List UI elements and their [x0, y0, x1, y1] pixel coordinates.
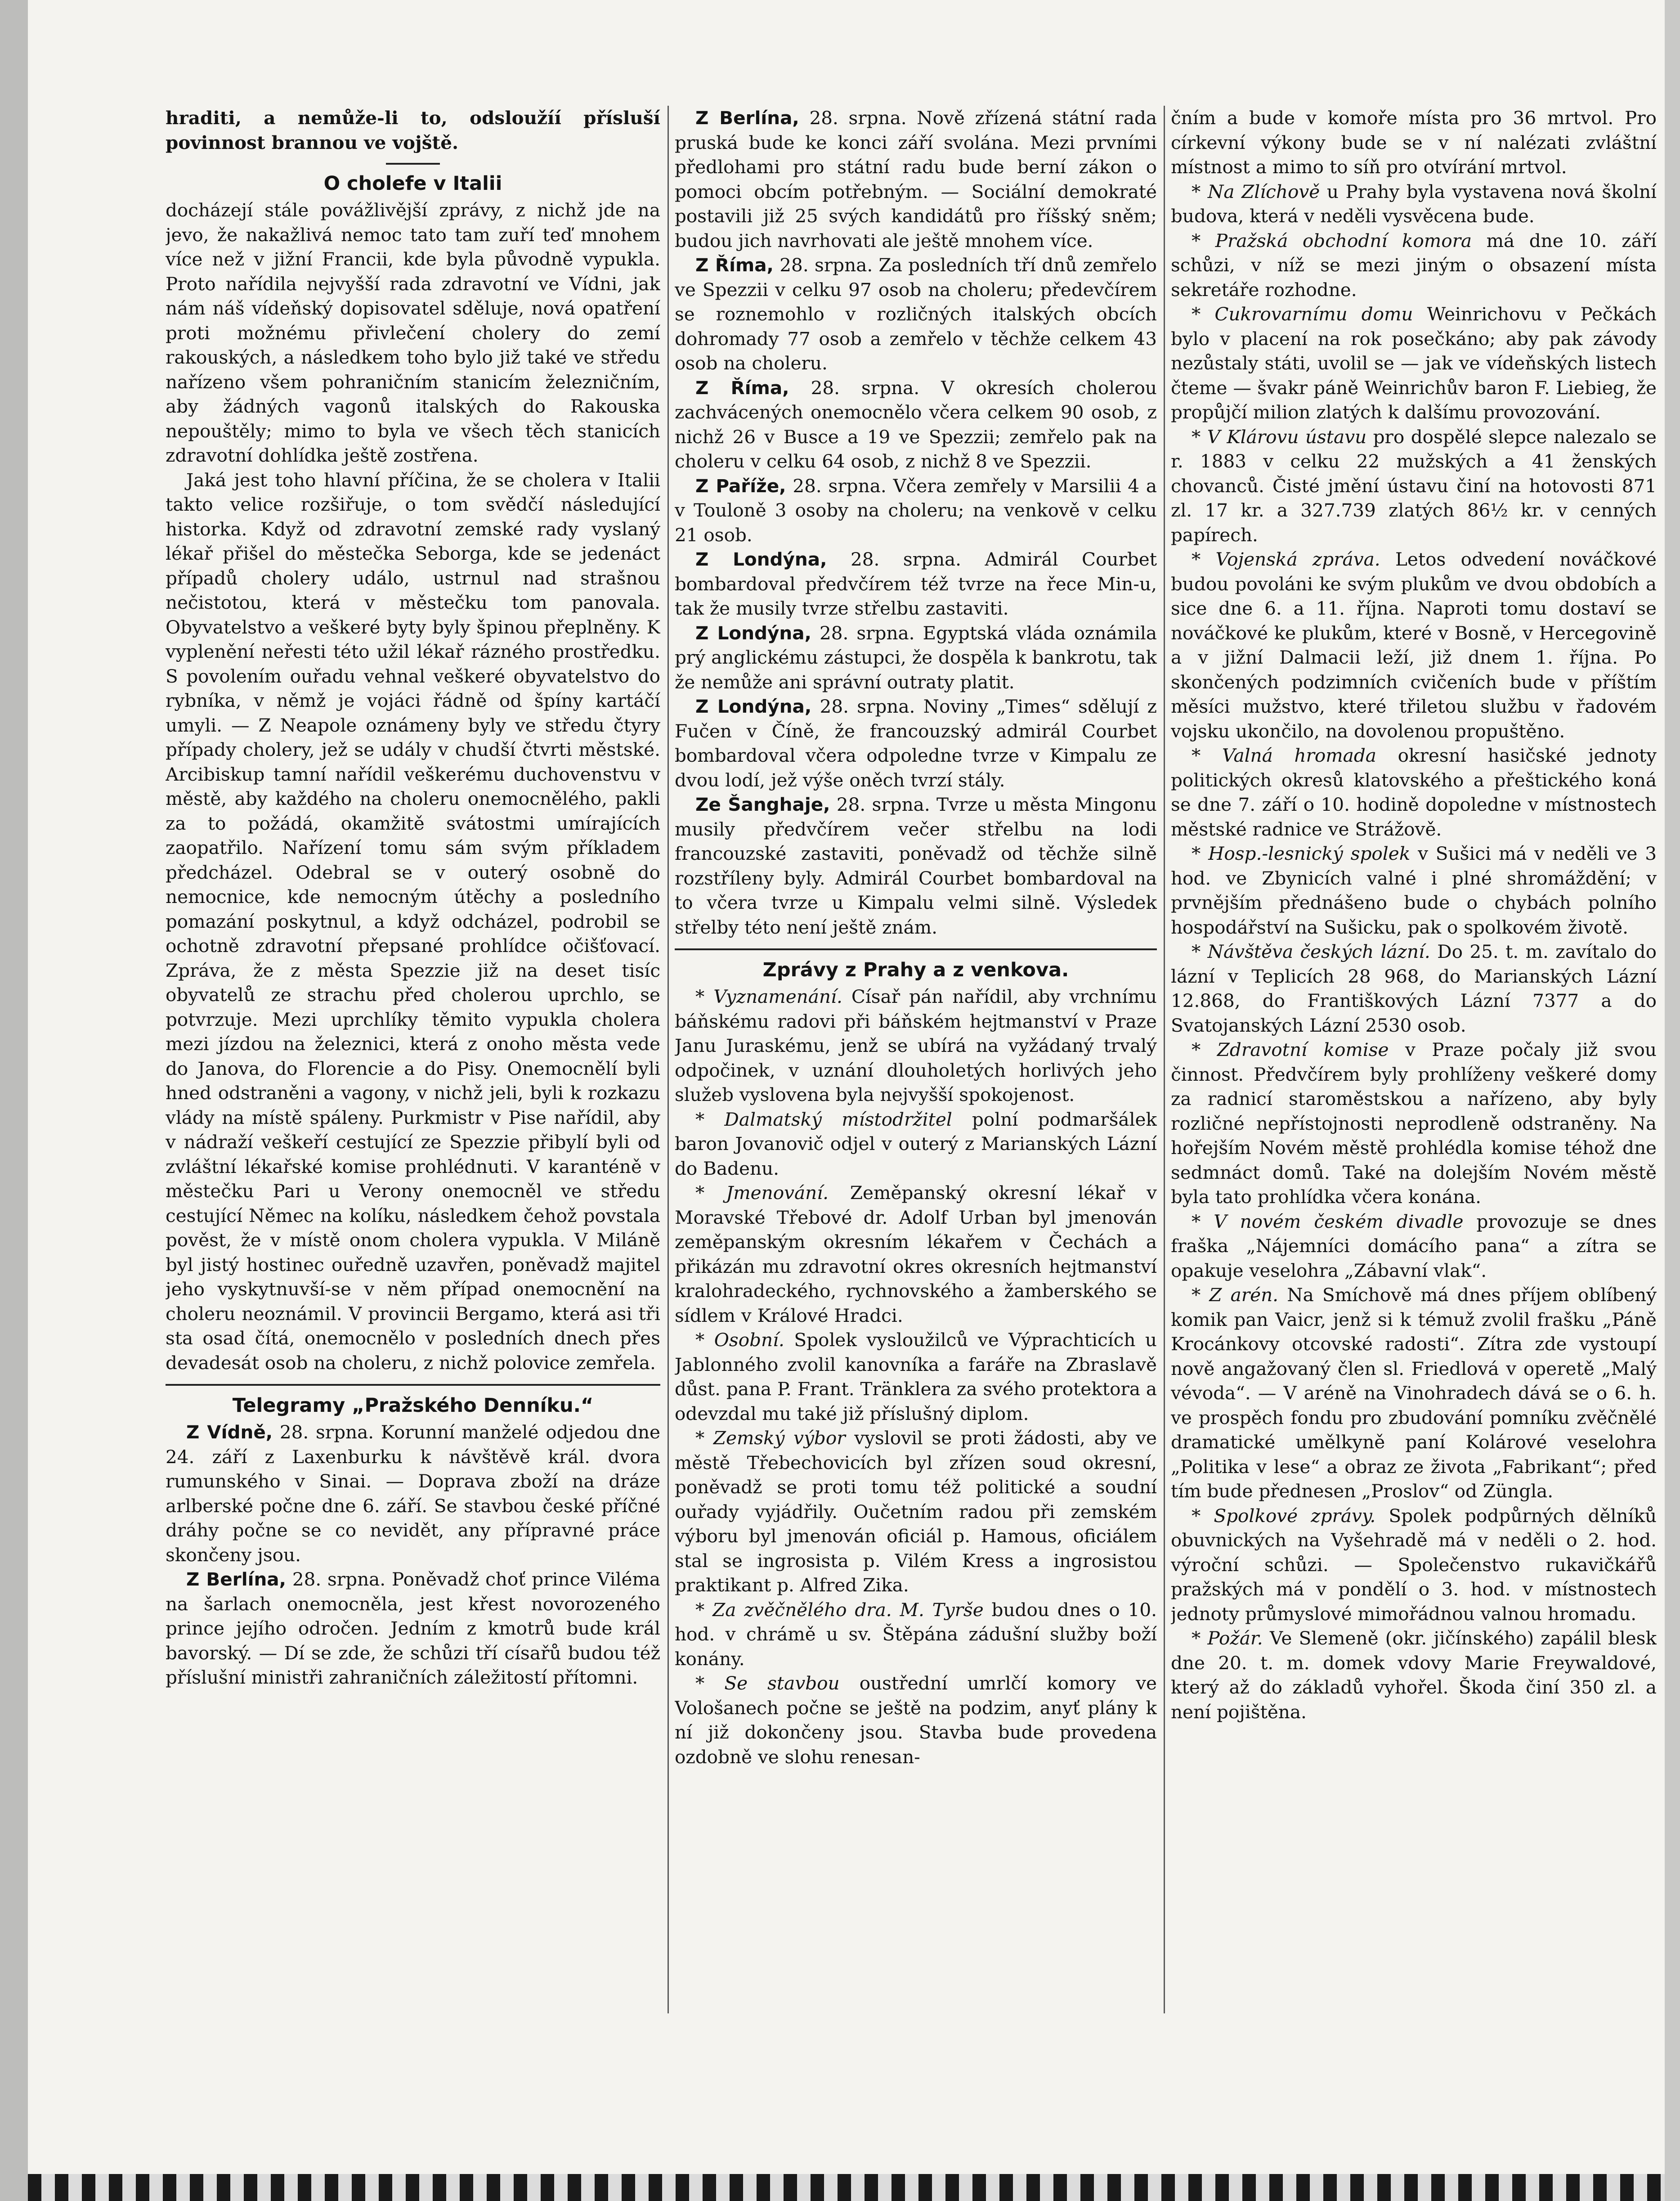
telegram-item — [675, 547, 1157, 621]
separator-rule — [386, 163, 440, 165]
news-item — [1171, 743, 1657, 841]
news-text: polní podmaršálek baron Jovanovič odjel v outerý z Marianských Lázní do Badenu. — [675, 1108, 1157, 1179]
dateline: Z Vídně, — [186, 1421, 273, 1443]
news-text: provozuje se dnes fraška „Nájemníci domácího pana“ a zítra se opakuje veselohra „Zábavní vlak“. — [1171, 1210, 1657, 1281]
news-text: okresní hasičské jednoty politických okresů klatovského a přeštického koná se dne 7. září o 10. hodině dopoledne v místnostech městské radnice ve Strážově. — [1171, 745, 1657, 840]
news-text: Na Smíchově má dnes příjem oblíbený komik pan Vaicr, jenž si k témuž zvolil frašku „Páně Krocánkovy otcovské radosti“. Zítra zde vystoupí nově angažovaný člen sl. Friedlová v operetě „Malý vévoda“. — V aréně na Vinohradech dává se o 6. h. ve prospěch fondu pro zbudování pomníku zvěčnělé dramatické umělkyně paní Kolárové veselohra „Politika v lese“ a obraz ze života „Fabrikant“; před tím bude přednesen „Proslov“ od Züngla. — [1171, 1284, 1657, 1502]
news-text: u Prahy byla vystavena nová školní budova, která v neděli vysvěcena bude. — [1171, 180, 1657, 227]
news-item — [1171, 1504, 1657, 1626]
news-keyword: * Za zvěčnělého dra. M. Tyrše — [695, 1599, 984, 1621]
news-keyword: * V novém českém divadle — [1192, 1210, 1464, 1232]
telegram-text: 28. srpna. Admirál Courbet bombardoval předvčírem též tvrze na řece Min-u, tak že musily tvrze střelbu zastaviti. — [675, 548, 1157, 619]
news-keyword: * Vojenská zpráva. — [1192, 548, 1380, 570]
scan-bottom-strip — [28, 2174, 1665, 2201]
news-keyword: * Jmenování. — [695, 1182, 829, 1204]
telegram-text: 28. srpna. Nově zřízená státní rada pruská bude ke konci září svolána. Mezi prvními předlohami pro státní radu bude berní zákon o pomoci obcím potřebným. — Sociální demokraté postavili již 25 svých kandidátů pro říšský sněm; budou jich navrhovati ale ještě mnohem více. — [675, 107, 1157, 252]
news-item — [1171, 547, 1657, 743]
telegram-text: 28. srpna. Korunní manželé odjedou dne 24. září z Laxenburku k návštěvě král. dvora rumunského v Sinai. — Doprava zboží na dráze arlberské počne dne 6. září. Se stavbou české příčné dráhy počne se co nevidět, any přípravné práce skončeny jsou. — [166, 1421, 660, 1566]
news-item — [675, 1426, 1157, 1598]
telegram-item — [675, 621, 1157, 695]
news-text: oustřední umrlčí komory ve Vološanech počne se ještě na podzim, anyť plány k ní již dokončeny jsou. Stavba bude provedena ozdobně ve slohu renesan- — [675, 1672, 1157, 1768]
telegram-item — [675, 694, 1157, 792]
telegram-text: 28. srpna. Egyptská vláda oznámila prý anglickému zástupci, že dospěla k bankrotu, tak že nemůže ani správní outraty platit. — [675, 622, 1157, 693]
news-keyword: * Na Zlíchově — [1192, 180, 1320, 202]
column-middle — [675, 106, 1157, 2013]
column-rule — [668, 106, 669, 2013]
news-keyword: * Zdravotní komise — [1192, 1039, 1389, 1060]
news-text: budou dnes o 10. hod. v chrámě u sv. Štěpána zádušní služby boží konány. — [675, 1599, 1157, 1670]
news-item — [675, 1328, 1157, 1426]
dateline: Ze Šanghaje, — [695, 794, 830, 815]
news-keyword: * Pražská obchodní komora — [1192, 229, 1472, 252]
dateline: Z Berlína, — [695, 107, 799, 129]
telegram-item — [675, 474, 1157, 548]
news-text: Císař pán nařídil, aby vrchnímu báňskému radovi při báňském hejtmanství v Praze Janu Juraskému, jenž se ubírá na vyžádaný trvalý odpočinek, v uznání dlouholetých horlivých jeho služeb vyslovena byla nejvyšší spokojenost. — [675, 986, 1157, 1105]
news-item — [1171, 939, 1657, 1038]
news-keyword: * Se stavbou — [695, 1672, 840, 1694]
news-text: Weinrichovu v Pečkách bylo v placení na rok posečkáno; aby pak závody nezůstaly státi, uvolil se — jak ve vídeňských listech čteme — švakr páně Weinrichův baron F. Liebieg, že propůjčí milion zlatých k dalšímu provozování. — [1171, 303, 1657, 423]
news-heading: Zprávy z Prahy a z venkova. — [762, 959, 1069, 981]
news-keyword: * Osobní. — [695, 1329, 784, 1351]
telegram-item — [675, 253, 1157, 376]
news-item — [1171, 180, 1657, 229]
news-keyword: * Valná hromada — [1192, 745, 1376, 766]
dateline: Z Londýna, — [695, 622, 811, 644]
article-continuation: hraditi, a nemůže-li to, odsloužíí přísluší povinnost brannou ve vojště. — [166, 107, 660, 153]
telegram-item — [675, 106, 1157, 253]
news-item — [1171, 1283, 1657, 1504]
telegram-item — [675, 792, 1157, 939]
cholera-paragraph: docházejí stále povážlivější zprávy, z nichž jde na jevo, že nakažlivá nemoc tato tam zuří teď mnohem více než v jižní Francii, kde byla původně vypukla. Proto nařídila nejvyšší rada zdravotní ve Vídni, jak nám náš vídeňský dopisovatel sděluje, nová opatření proti možnému přivlečení cholery do zemí rakouských, a následkem toho bylo již také ve středu nařízeno všem pohraničním stanicím železničním, aby žádných vagonů italských do Rakouska nepouštěly; mimo to byla ve všech těch stanicích zdravotní dohlídka ještě zostřena. — [166, 199, 660, 466]
scan-left-margin — [0, 0, 28, 2201]
news-item — [1171, 229, 1657, 302]
news-item — [1171, 1038, 1657, 1209]
news-item — [1171, 1209, 1657, 1283]
scan-right-margin — [1665, 0, 1680, 2201]
news-text: pro dospělé slepce nalezalo se r. 1883 v celku 22 mužských a 41 ženských chovanců. Čisté jmění ústavu činí na hotovosti 871 zl. 17 kr. a 327.739 zlatých 86½ kr. v cenných papírech. — [1171, 426, 1657, 546]
news-keyword: * V Klárovu ústavu — [1192, 426, 1367, 448]
cholera-paragraph: Jaká jest toho hlavní příčina, že se cholera v Italii takto velice rozšiřuje, o tom svědčí následující historka. Když od zdravotní zemské rady vyslaný lékař přišel do městečka Seborga, kde se jedenáct případů cholery událo, ustrnul nad strašnou nečistotou, která v městečku tom panovala. Obyvatelstvo a veškeré byty byly špinou přeplněny. K vyplenění neřesti této užil lékař rázného prostředku. S povolením ouřadu vehnal veškeré obyvatelstvo do rybníka, v němž je vojáci řádně od špíny kartáčí umyli. — Z Neapole oznámeny byly ve středu čtyry případy cholery, jež se udály v chudší čtvrti městské. Arcibiskup tamní nařídil veškerému duchovenstvu v městě, aby každého na choleru onemocnělého, pakli za to požádá, okamžitě svátostmi umírajících zaopatřilo. Nařízení tomu sám svým příkladem předcházel. Odebral se v outerý osobně do nemocnice, kde nemocným útěchy a posledního pomazání poskytnul, a když odcházel, podrobil se ochotně zdravotní přepsané prohlídce očišťovací. Zpráva, že z města Spezzie již na deset tisíc obyvatelů ze strachu před cholerou uprchlo, se potvrzuje. Mezi uprchlíky těmito vypukla cholera mezi jízdou na železnici, která z onoho města vede do Janova, do Florencie a do Pisy. Onemocnělí byli hned odstraněni a vagony, v nichž jeli, byli k rozkazu vlády na místě spáleny. Purkmistr v Pise nařídil, aby v nádraží veškeří cestující ze Spezzie přibylí byli od zvláštní lékařské komise prohlédnuti. V karanténě v městečku Pari u Verony onemocněl ve středu cestující Němec na kolíku, následkem čehož povstala pověst, že v místě onom cholera vypukla. V Miláně byl jistý hostinec ouředně uzavřen, poněvadž majitel jeho vyskytnuvší-se v něm případ onemocnění na choleru neoznámil. V provincii Bergamo, která asi tři sta osad čítá, onemocnělo v posledních dnech přes devadesát osob na choleru, z nichž polovice zemřela. — [166, 469, 660, 1374]
news-item — [675, 1181, 1157, 1328]
news-item — [675, 1671, 1157, 1769]
telegram-heading: Telegramy „Pražského Denníku.“ — [232, 1394, 594, 1417]
news-text: v Sušici má v neděli ve 3 hod. ve Zbynicích valné i plné shromáždění; v prvnějším přednášeno bude o chybách polního hospodářství na Sušicku, pak o spolkovém životě. — [1171, 843, 1657, 938]
news-text: Do 25. t. m. zavítalo do lázní v Teplicích 28 968, do Marianských Lázní 12.868, do Františkových Lázní 7377 a do Svatojanských Lázní 2530 osob. — [1171, 941, 1657, 1036]
separator-rule — [675, 948, 1157, 950]
column-left — [166, 106, 660, 2013]
telegram-item — [166, 1420, 660, 1567]
telegram-text: 28. srpna. Tvrze u města Mingonu musily předvčírem večer střelbu na lodi francouzské zastaviti, poněvadž od těchže silně rozstříleny byly. Admirál Courbet bombardoval na to včera tvrze u Kimpalu velmi silně. Výsledek střelby této není ještě znám. — [675, 794, 1157, 938]
news-keyword: * Návštěva českých lázní. — [1192, 941, 1430, 962]
telegram-text: 28. srpna. Za posledních tří dnů zemřelo ve Spezzii v celku 97 osob na choleru; předevčírem se roznemohlo v rozličných italských obcích dohromady 77 osob a zemřelo v těchže celkem 43 osob na choleru. — [675, 254, 1157, 374]
dateline: Z Paříže, — [695, 475, 786, 497]
news-keyword: * Požár. — [1192, 1627, 1263, 1649]
news-keyword: * Dalmatský místodržitel — [695, 1108, 952, 1130]
news-item — [675, 984, 1157, 1107]
telegram-text: 28. srpna. Poněvadž choť prince Viléma na šarlach onemocněla, jest křest novorozeného prince jejího odročen. Jedním z kmotrů bude král bavorský. — Dí se zde, že schůzi tří císařů budou též příslušní ministři zahraničních záležitostí přítomni. — [166, 1568, 660, 1688]
telegram-text: 28. srpna. Včera zemřely v Marsilii 4 a v Touloně 3 osoby na choleru; na venkově v celku 21 osob. — [675, 475, 1157, 546]
news-text: v Praze počaly již svou činnost. Předvčírem byly prohlíženy veškeré domy za radnicí staroměstskou a nařízeno, aby byly rozličné nepřístojnosti neprodleně odstraněny. Na hořejším Novém městě prohlédla komise téhož dne sedmnáct domů. Také na dolejším Novém městě byla tato prohlídka včera konána. — [1171, 1039, 1657, 1208]
news-text: Zeměpanský okresní lékař v Moravské Třebové dr. Adolf Urban byl jmenován zeměpanským okresním lékařem v Čechách a přikázán mu zdravotní okres okresních hejtmanství kralohradeckého, rychnovského a žamberského se sídlem v Králové Hradci. — [675, 1182, 1157, 1326]
news-continuation: čním a bude v komoře místa pro 36 mrtvol. Pro církevní výkony bude se v ní nalézati zvláštní místnost a mimo to síň pro otvírání mrtvol. — [1171, 107, 1657, 178]
news-keyword: * Vyznamenání. — [695, 986, 842, 1007]
separator-rule — [166, 1384, 660, 1386]
news-item — [1171, 841, 1657, 939]
news-text: má dne 10. září schůzi, v níž se mezi jiným o obsazení místa sekretáře rozhodne. — [1171, 229, 1657, 301]
telegram-text: 28. srpna. V okresích cholerou zachvácených onemocnělo včera celkem 90 osob, z nichž 26 v Busce a 19 ve Spezzii; zemřelo pak na choleru v celku 64 osob, z nichž 8 ve Spezzii. — [675, 377, 1157, 472]
news-text: Spolek podpůrných dělníků obuvnických na Vyšehradě má v neděli o 2. hod. výroční schůzi. — Společenstvo rukavičkářů pražských má v pondělí o 3. hod. v místnostech jednoty průmyslové mimořádnou valnou hromadu. — [1171, 1505, 1657, 1625]
column-right — [1171, 106, 1657, 2013]
dateline: Z Říma, — [695, 254, 774, 276]
news-item — [1171, 302, 1657, 425]
news-text: Letos odvedení nováčkové budou povoláni ke svým plukům ve dvou obdobích a sice dne 6. a 11. října. Naproti tomu dostaví se nováčkové ke plukům, které v Bosně, v Hercegovině a v jižní Dalmacii leží, již dnem 1. října. Po skončených podzimních cvičeních bude v příštím měsíci mužstvo, které třiletou službu v řadovém vojsku ukončilo, na dovolenou propuštěno. — [1171, 548, 1657, 742]
news-keyword: * Cukrovarnímu domu — [1192, 303, 1413, 325]
news-item — [1171, 425, 1657, 548]
dateline: Z Říma, — [695, 377, 789, 399]
dateline: Z Londýna, — [695, 548, 827, 570]
cholera-heading: O cholefe v Italii — [323, 172, 502, 195]
news-item — [1171, 1626, 1657, 1724]
news-keyword: * Z arén. — [1192, 1284, 1279, 1306]
telegram-item — [675, 376, 1157, 474]
telegram-item — [166, 1567, 660, 1690]
news-item — [675, 1107, 1157, 1181]
news-keyword: * Zemský výbor — [695, 1427, 846, 1449]
telegram-text: 28. srpna. Noviny „Times“ sdělují z Fučen v Číně, že francouzský admirál Courbet bombardoval včera odpoledne tvrze v Kimpalu ze dvou lodí, jež výše oněch tvrzí stály. — [675, 696, 1157, 791]
news-item — [675, 1598, 1157, 1671]
dateline: Z Londýna, — [695, 696, 812, 717]
column-rule — [1164, 106, 1165, 2013]
news-keyword: * Hosp.-lesnický spolek — [1192, 843, 1411, 864]
news-text: Spolek vysloužilců ve Výprachticích u Jablonného zvolil kanovníka a faráře na Zbraslavě důst. pana P. Frant. Tränklera za svého protektora a odevzdal mu také již příslušný diplom. — [675, 1329, 1157, 1424]
news-text: vyslovil se proti žádosti, aby ve městě Třebechovicích byl zřízen soud okresní, poněvadž se proti tomu též politické a soudní ouřady vyjádřily. Oučetním radou při zemském výboru byl jmenován oficiál p. Hamous, oficiálem stal se ingrosista p. Vilém Kress a ingrosistou praktikant p. Alfred Zika. — [675, 1427, 1157, 1596]
news-text: Ve Slemeně (okr. jičínského) zapálil blesk dne 20. t. m. domek vdovy Marie Freywaldové, který až do základů vyhořel. Škoda činí 350 zl. a není pojištěna. — [1171, 1627, 1657, 1723]
dateline: Z Berlína, — [186, 1568, 287, 1590]
news-keyword: * Spolkové zprávy. — [1192, 1505, 1376, 1527]
